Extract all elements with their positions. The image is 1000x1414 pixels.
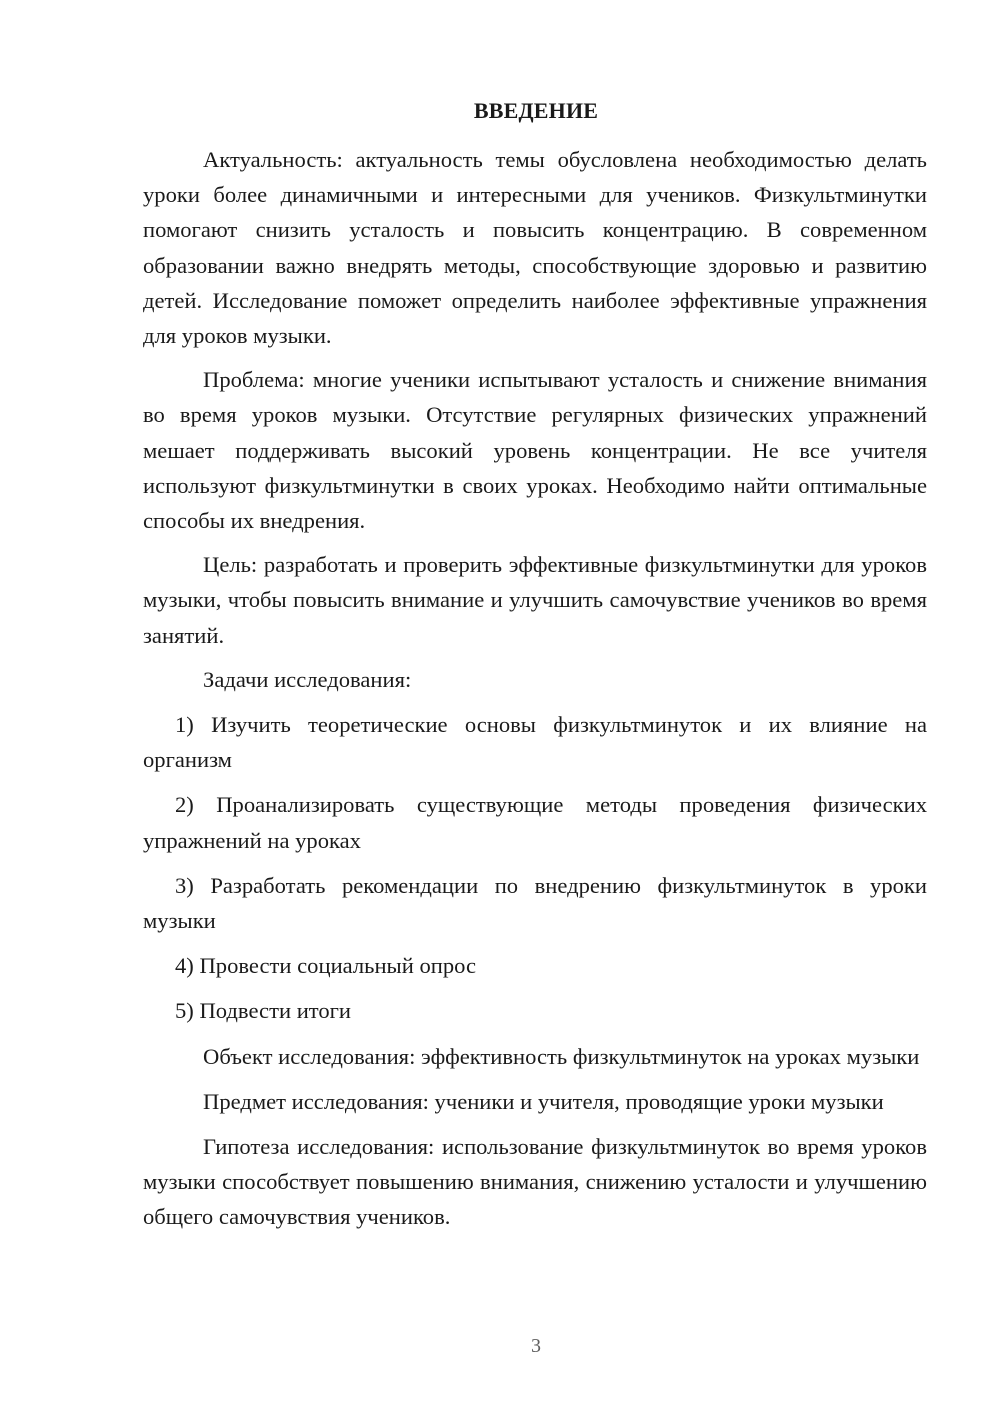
- list-item: 3) Разработать рекомендации по внедрению физкультминуток в уроки музыки: [143, 872, 927, 934]
- paragraph-object: Объект исследования: эффективность физкультминуток на уроках музыки: [203, 1043, 920, 1069]
- paragraph-goal: Цель: разработать и проверить эффективные физкультминутки для уроков музыки, чтобы повысить внимание и улучшить самочувствие учеников во время занятий.: [143, 552, 927, 648]
- tasks-list: [143, 707, 927, 1029]
- list-item: 5) Подвести итоги: [175, 998, 352, 1024]
- list-item: 4) Провести социальный опрос: [175, 953, 477, 979]
- paragraph-hypothesis: Гипотеза исследования: использование физкультминуток во время уроков музыки способствует повышению внимания, снижению усталости и улучшению общего самочувствия учеников.: [143, 1134, 927, 1230]
- document-body: [143, 142, 927, 1235]
- paragraph-relevance: Актуальность: актуальность темы обусловлена необходимостью делать уроки более динамичными и интересными для учеников. Физкультминутки помогают снизить усталость и повысить концентрацию. В современном образовании важно внедрять методы, способствующие здоровью и развитию детей. Исследование поможет определить наиболее эффективные упражнения для уроков музыки.: [143, 147, 927, 349]
- tasks-heading: Задачи исследования:: [203, 666, 412, 692]
- page-number: 3: [531, 1335, 541, 1357]
- page-heading: ВВЕДЕНИЕ: [473, 98, 599, 123]
- list-item: 1) Изучить теоретические основы физкультминуток и их влияние на организм: [143, 712, 927, 773]
- paragraph-subject: Предмет исследования: ученики и учителя, проводящие уроки музыки: [203, 1088, 884, 1114]
- list-item: 2) Проанализировать существующие методы проведения физических упражнений на уроках: [143, 792, 927, 853]
- paragraph-problem: Проблема: многие ученики испытывают усталость и снижение внимания во время уроков музыки. Отсутствие регулярных физических упражнений мешает поддерживать высокий уровень концентрации. Не все учителя используют физкультминутки в своих уроках. Необходимо найти оптимальные способы их внедрения.: [143, 367, 927, 534]
